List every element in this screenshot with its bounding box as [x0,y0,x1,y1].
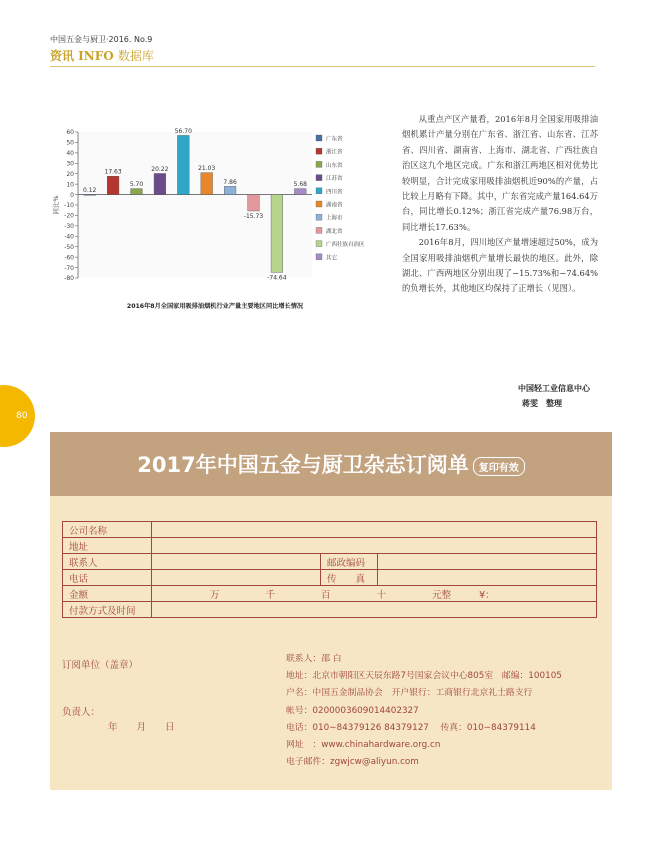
row-address [63,538,597,554]
contact-phone: 电话：010−84379126 84379127 传真：010−84379114 [286,722,536,733]
amount-yuanzheng: 元整 [432,589,452,601]
legend-swatch-9 [316,241,322,247]
amount-yen: ¥： [479,589,495,601]
y-tick-label: -10 [64,202,74,210]
legend-label-9: 广西壮族自治区 [326,242,365,249]
y-tick-label: 60 [66,129,74,137]
y-tick-label: 40 [66,150,74,158]
bar-10 [294,189,306,195]
date-label: 年 月 日 [108,722,175,733]
row-contact [63,554,597,570]
amount-wan: 万 [210,589,220,601]
bar-3 [131,189,143,195]
contact-person: 联系人：邵 白 [286,654,342,664]
y-tick-label: -50 [64,243,74,251]
chart-svg [50,118,386,326]
field-payment[interactable] [152,602,597,618]
legend-label-2: 浙江省 [326,149,343,156]
contact-account-name: 户名：中国五金制品协会 开户银行：工商银行北京礼士路支行 [286,688,533,699]
label-phone: 电话 [63,570,152,586]
responsible-label: 负责人： [62,707,101,718]
legend-label-6: 湖南省 [326,202,343,209]
credit-org: 中国轻工业信息中心 [518,384,590,393]
legend-label-1: 广东省 [326,136,343,143]
data-label-2: 17.63 [104,168,122,176]
legend-swatch-4 [316,175,322,181]
magazine-header: 中国五金与厨卫·2016. No.9 [50,35,153,44]
legend-swatch-8 [316,227,322,233]
legend-swatch-5 [316,188,322,194]
label-address: 地址 [63,538,152,554]
contact-address: 地址：北京市朝阳区天辰东路7号国家会议中心805室 邮编：100105 [286,671,562,682]
article-paragraph-1: 从重点产区产量看，2016年8月全国家用吸排油烟机累计产量分别在广东省、浙江省、山东省、江苏省、四川省、湖南省、上海市、湖北省、广西壮族自治区这九个地区完成。广东和浙江两地区相对优势比较明显，合计完成家用吸排油烟机近90%的产量，占比较上月略有下降。其中，广东省完成产量164.64万台，同比增长0.12%；浙江省完成产量76.98万台，同比增长17.63%。 [402,114,598,232]
field-fax[interactable] [378,570,597,586]
data-label-3: 5.70 [129,181,144,189]
data-label-7: 7.86 [223,178,237,186]
y-tick-label: 20 [66,170,74,178]
contact-email[interactable]: 电子邮件：zgwjcw@aliyun.com [286,757,419,768]
legend-label-5: 四川省 [326,189,343,196]
legend-label-3: 山东省 [326,162,343,169]
bar-chart [50,118,386,326]
row-amount [63,586,597,602]
field-address[interactable] [152,538,597,554]
amount-bai: 百 [321,589,331,601]
bar-4 [154,173,166,194]
y-tick-label: -30 [64,223,74,231]
amount-qian: 千 [265,589,276,601]
bar-1 [84,194,96,195]
article-body [402,112,598,297]
bar-8 [248,195,260,211]
data-label-1: 0.12 [83,186,97,194]
section-title [50,47,154,64]
field-phone[interactable] [152,570,321,586]
y-tick-label: 30 [66,160,74,168]
y-axis-label: 同比% [52,195,60,215]
row-company [63,522,597,538]
order-unit-label: 订阅单位（盖章） [62,660,139,671]
section-main: 资讯 INFO [50,49,114,63]
data-label-9: -74.64 [267,274,287,282]
form-title [50,449,612,479]
bar-7 [224,186,236,194]
article-paragraph-2: 2016年8月，四川地区产量增速超过50%，成为全国家用吸排油烟机产量增长最快的地区。此外，除湖北、广西两地区分别出现了−15.73%和−74.64%的负增长外，其他地区均保持了正增长（见图）。 [402,237,598,294]
y-tick-label: 0 [70,191,74,199]
legend-label-4: 江苏省 [326,176,343,183]
page-number: 80 [16,411,28,421]
legend-swatch-6 [316,201,322,207]
y-tick-label: -40 [64,233,74,241]
y-tick-label: -60 [64,254,74,262]
legend-swatch-2 [316,148,322,154]
contact-website[interactable]: 网址 ：www.chinahardware.org.cn [286,740,441,751]
label-amount: 金额 [63,586,152,602]
form-table [62,521,597,618]
credit-name: 蒋雯 整理 [522,399,562,408]
label-contact: 联系人 [63,554,152,570]
data-label-6: 21.03 [198,165,216,173]
field-contact[interactable] [152,554,321,570]
bar-9 [271,195,283,273]
form-title-text: 2017年中国五金与厨卫杂志订阅单 [137,453,469,477]
field-postcode[interactable] [378,554,597,570]
amount-shi: 十 [376,589,387,601]
row-phone [63,570,597,586]
section-sub: 数据库 [117,49,154,63]
data-label-4: 20.22 [151,165,169,173]
legend-label-7: 上海市 [326,215,343,222]
y-tick-label: -80 [64,275,74,283]
legend-swatch-10 [316,254,322,260]
form-title-note: 复印有效 [473,457,525,476]
legend-swatch-1 [316,135,322,141]
header-rule [50,66,595,67]
y-tick-label: -70 [64,264,74,272]
legend-swatch-3 [316,161,322,167]
legend-label-10: 其它 [326,255,338,262]
label-company: 公司名称 [63,522,152,538]
chart-title: 2016年8月全国家用吸排油烟机行业产量主要地区同比增长情况 [126,303,304,310]
legend-swatch-7 [316,214,322,220]
bar-2 [107,176,119,194]
y-tick-label: 10 [66,181,74,189]
legend-label-8: 湖北省 [326,228,343,235]
field-company[interactable] [152,522,597,538]
y-tick-label: 50 [66,139,74,147]
bar-5 [177,135,189,194]
contact-account-no: 帐号：0200003609014402327 [286,705,419,716]
label-fax: 传 真 [321,570,378,586]
field-amount[interactable] [152,586,597,602]
y-tick-label: -20 [64,212,74,220]
bar-6 [201,173,213,195]
label-payment: 付款方式及时间 [63,602,152,618]
row-payment [63,602,597,618]
data-label-10: 5.68 [293,181,307,189]
data-label-8: -15.73 [243,212,264,220]
label-postcode: 邮政编码 [321,554,378,570]
data-label-5: 56.70 [174,127,192,135]
contact-block [286,651,562,771]
